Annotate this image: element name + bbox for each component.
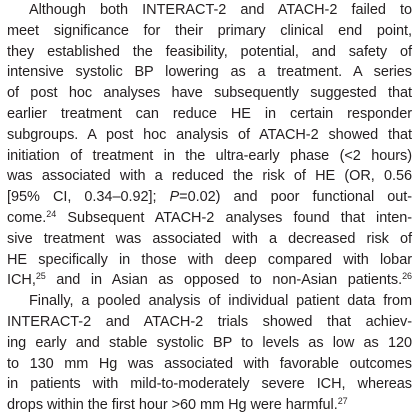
text-line-3: they established the feasibility, potential, and safety of [7,43,412,60]
text-line-14 [7,270,412,291]
text-line-12: sive treatment was associated with a decreased risk of [7,230,412,247]
text-line-15: Finally, a pooled analysis of individual patient data from [29,293,412,310]
text-line-2: meet significance for their primary clinical end point, [7,22,412,39]
citation-superscript: 26 [402,271,412,282]
text-line-10 [7,187,412,208]
text-segment: ICH, [7,272,36,289]
citation-superscript: 24 [46,209,57,220]
text-line-6: earlier treatment can reduce HE in certain responder [7,105,412,122]
text-line-4: intensive systolic BP lowering as a treatment. A series [7,64,412,81]
text-line-19: in patients with mild-to-moderately severe ICH, whereas [7,376,412,393]
text-line-1: Although both INTERACT-2 and ATACH-2 failed to [29,2,412,18]
text-segment: come. [7,209,47,226]
text-line-20 [7,395,412,416]
text-segment: and in Asian as opposed to non-Asian patients. [45,272,403,289]
text-line-11 [7,208,412,229]
text-line-16: INTERACT-2 and ATACH-2 trials showed that achiev- [7,313,412,330]
text-line-17: ing early and stable systolic BP to levels as low as 120 [7,334,412,351]
text-line-8: initiation of treatment in the ultra-early phase (<2 hours) [7,147,412,164]
text-line-9: was associated with a reduced the risk of HE (OR, 0.56 [7,168,412,185]
text-line-13: HE specifically in those with deep compared with lobar [7,251,412,268]
text-segment: Subsequent ATACH-2 analyses found that inten- [56,209,412,226]
citation-superscript: 25 [35,271,46,282]
text-segment: =0.02) and poor functional out- [179,189,412,206]
citation-superscript: 27 [337,396,348,407]
text-line-18: to 130 mm Hg was associated with favorable outcomes [7,355,412,372]
article-paragraph [7,0,412,416]
text-line-5: of post hoc analyses have subsequently suggested that [7,85,412,102]
p-value-symbol: P [169,189,180,206]
text-line-7: subgroups. A post hoc analysis of ATACH-2 showed that [7,126,412,143]
text-segment: drops within the first hour >60 mm Hg were harmful. [7,397,338,414]
text-segment: [95% CI, 0.34–0.92]; [7,189,170,206]
